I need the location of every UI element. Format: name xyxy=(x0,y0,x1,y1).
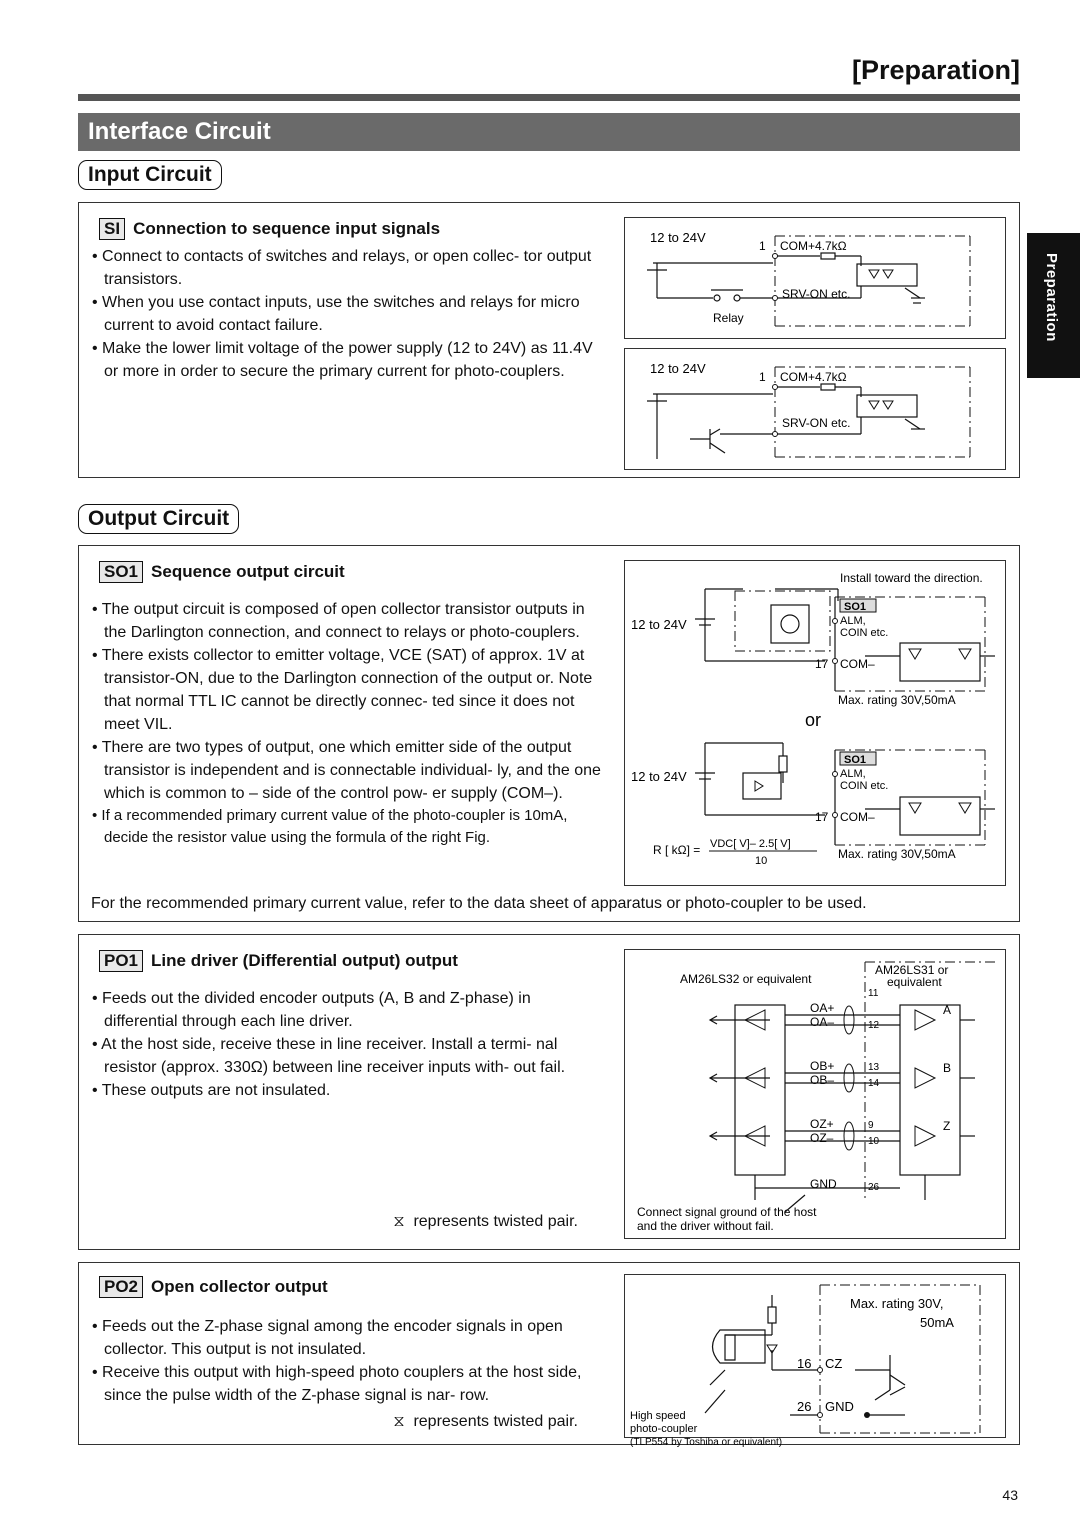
si-relay-com: COM+4.7kΩ xyxy=(780,239,847,253)
si-bullet: • Connect to contacts of switches and relays, or open collec- tor output transistors. xyxy=(92,248,592,288)
po2-diagram xyxy=(624,1274,1006,1448)
so1-bullets xyxy=(92,598,607,849)
so1-title: Sequence output circuit xyxy=(151,562,345,581)
si-trans-supply: 12 to 24V xyxy=(650,361,706,376)
po1-bullet: • At the host side, receive these in line receiver. Install a termi- nal resistor (approx. 330Ω) between line receiver inputs with- out fail. xyxy=(92,1036,566,1076)
po2-pin-cz: 16 xyxy=(797,1356,812,1371)
po1-sig-oa-plus: OA+ xyxy=(810,1001,835,1015)
po1-note-2: and the driver without fail. xyxy=(637,1219,774,1233)
po1-sig-oz-minus: OZ– xyxy=(810,1131,834,1145)
po1-driver-1: AM26LS31 or xyxy=(875,963,949,977)
side-tab[interactable] xyxy=(1027,233,1080,378)
so1-diagram xyxy=(624,560,1006,886)
si-bullet: • Make the lower limit voltage of the power supply (12 to 24V) as 11.4V or more in order to secure the primary current for photo-couplers. xyxy=(92,340,593,380)
so1-diag-tag-1: SO1 xyxy=(844,601,867,613)
po1-pin-14: 14 xyxy=(868,1078,880,1089)
so1-formula-num: VDC[ V]– 2.5[ V] xyxy=(710,838,791,850)
po1-driver-2: equivalent xyxy=(887,975,942,989)
page-number: 43 xyxy=(1002,1487,1018,1503)
so1-alm-2: ALM, xyxy=(840,768,866,780)
po1-pin-13: 13 xyxy=(868,1062,880,1073)
so1-alm-1: ALM, xyxy=(840,615,866,627)
so1-bullet: • There exists collector to emitter voltage, VCE (SAT) of approx. 1V at transistor-ON, due to the Darlington connection of the output or. Note that normal TTL IC cannot be directly connec- ted since it does not meet VIL. xyxy=(92,647,593,733)
si-relay-pin: 1 xyxy=(759,239,766,253)
po1-note-1: Connect signal ground of the host xyxy=(637,1205,817,1219)
so1-subheading xyxy=(99,561,345,583)
po1-pin-12: 12 xyxy=(868,1020,880,1031)
si-relay-signal: SRV-ON etc. xyxy=(782,287,851,301)
po1-box xyxy=(78,934,1020,1250)
so1-or: or xyxy=(805,710,822,730)
so1-com-2: COM– xyxy=(840,810,875,824)
so1-bullet: • The output circuit is composed of open collector transistor outputs in the Darlington connection, and connect to relays or photo-couplers. xyxy=(92,601,585,641)
twisted-pair-icon: ⧖ xyxy=(393,1413,405,1430)
so1-formula-den: 10 xyxy=(755,855,768,867)
po1-phase-a: A xyxy=(943,1003,952,1017)
so1-coin-2: COIN etc. xyxy=(840,780,889,792)
so1-note: For the recommended primary current value, refer to the data sheet of apparatus or photo-coupler to be used. xyxy=(91,895,867,912)
si-trans-signal: SRV-ON etc. xyxy=(782,416,851,430)
si-bullets xyxy=(92,245,602,383)
so1-box xyxy=(78,545,1020,922)
twisted-pair-icon: ⧖ xyxy=(393,1213,405,1230)
si-title: Connection to sequence input signals xyxy=(133,219,441,238)
po2-hs-3: (TLP554 by Toshiba or equivalent) xyxy=(630,1437,783,1448)
si-bullet: • When you use contact inputs, use the switches and relays for micro current to avoid contact failure. xyxy=(92,294,580,334)
po2-hs-2: photo-coupler xyxy=(630,1423,698,1435)
si-relay-label: Relay xyxy=(713,311,744,325)
si-transistor-diagram xyxy=(624,348,1006,470)
po1-subheading xyxy=(99,950,458,972)
po1-pin-26: 26 xyxy=(868,1182,880,1193)
si-subheading xyxy=(99,218,440,240)
po1-pin-11: 11 xyxy=(868,988,879,999)
po2-max-1: Max. rating 30V, xyxy=(850,1296,944,1311)
po2-title: Open collector output xyxy=(151,1277,328,1296)
po2-bullet: • Feeds out the Z-phase signal among the encoder signals in open collector. This output is not insulated. xyxy=(92,1318,563,1358)
po1-pin-10: 10 xyxy=(868,1136,880,1147)
po1-bullet: • These outputs are not insulated. xyxy=(92,1082,331,1099)
si-trans-pin: 1 xyxy=(759,370,766,384)
po2-gnd: GND xyxy=(825,1399,854,1414)
po1-sig-oz-plus: OZ+ xyxy=(810,1117,834,1131)
po1-tag: PO1 xyxy=(99,950,143,972)
si-relay-diagram xyxy=(624,217,1006,339)
si-relay-supply: 12 to 24V xyxy=(650,230,706,245)
so1-formula-left: R [ kΩ] = xyxy=(653,843,701,857)
po2-max-2: 50mA xyxy=(920,1315,954,1330)
po1-phase-z: Z xyxy=(943,1119,951,1133)
po1-sig-gnd: GND xyxy=(810,1177,837,1191)
so1-pin-1: 17 xyxy=(815,657,829,671)
po2-box xyxy=(78,1262,1020,1448)
po1-sig-ob-plus: OB+ xyxy=(810,1059,835,1073)
po1-twisted-text: represents twisted pair. xyxy=(413,1213,578,1230)
po1-sig-oa-minus: OA– xyxy=(810,1015,835,1029)
po2-hs-1: High speed xyxy=(630,1410,686,1422)
so1-bullet: • There are two types of output, one which emitter side of the output transistor is independent and is connectable individual- ly, and the one which is common to – side of the control pow- er supply (COM–). xyxy=(92,739,601,802)
so1-supply-2: 12 to 24V xyxy=(631,769,687,784)
po2-tag: PO2 xyxy=(99,1276,143,1298)
po2-twisted-legend xyxy=(389,1413,578,1431)
po1-title: Line driver (Differential output) output xyxy=(151,951,458,970)
po1-bullet: • Feeds out the divided encoder outputs (A, B and Z-phase) in differential through each line driver. xyxy=(92,990,531,1030)
so1-max-1: Max. rating 30V,50mA xyxy=(838,693,956,707)
po2-subheading xyxy=(99,1276,328,1298)
po1-phase-b: B xyxy=(943,1061,952,1075)
po2-bullet: • Receive this output with high-speed photo couplers at the host side, since the pulse width of the Z-phase signal is nar- row. xyxy=(92,1364,582,1404)
output-circuit-heading: Output Circuit xyxy=(78,504,239,534)
so1-bullet: • If a recommended primary current value of the photo-coupler is 10mA, decide the resistor value using the formula of the right Fig. xyxy=(92,807,568,846)
po2-pin-gnd: 26 xyxy=(797,1399,812,1414)
side-tab-label: Preparation xyxy=(1043,253,1060,342)
so1-install-note: Install toward the direction. xyxy=(840,571,983,585)
po2-bullets xyxy=(92,1315,607,1407)
header-rule xyxy=(78,94,1020,101)
so1-tag: SO1 xyxy=(99,561,143,583)
si-tag: SI xyxy=(99,218,125,240)
po2-twisted-text: represents twisted pair. xyxy=(413,1413,578,1430)
po1-pin-9: 9 xyxy=(868,1120,874,1131)
input-circuit-box xyxy=(78,202,1020,478)
page-title: [Preparation] xyxy=(851,55,1020,85)
po1-diagram xyxy=(624,949,1006,1239)
input-circuit-heading: Input Circuit xyxy=(78,160,222,190)
so1-diag-tag-2: SO1 xyxy=(844,754,867,766)
section-title: Interface Circuit xyxy=(78,113,1020,151)
po2-cz: CZ xyxy=(825,1356,843,1371)
so1-max-2: Max. rating 30V,50mA xyxy=(838,847,956,861)
po1-sig-ob-minus: OB– xyxy=(810,1073,835,1087)
so1-supply-1: 12 to 24V xyxy=(631,617,687,632)
si-trans-com: COM+4.7kΩ xyxy=(780,370,847,384)
so1-pin-2: 17 xyxy=(815,810,829,824)
so1-coin-1: COIN etc. xyxy=(840,627,889,639)
so1-com-1: COM– xyxy=(840,657,875,671)
po1-twisted-legend xyxy=(389,1213,578,1231)
po1-bullets xyxy=(92,987,607,1102)
po1-receiver: AM26LS32 or equivalent xyxy=(680,972,812,986)
